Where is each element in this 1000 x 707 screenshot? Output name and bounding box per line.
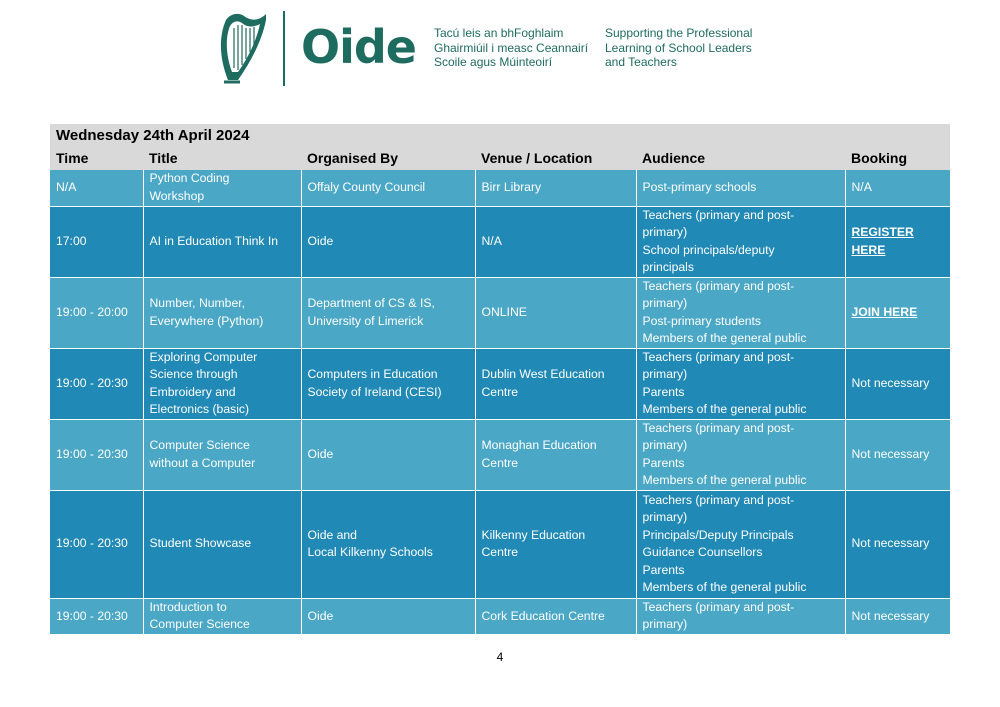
cell-line: Cork Education Centre	[481, 608, 605, 623]
title-cell	[143, 170, 301, 206]
cell-line: Oide	[307, 446, 334, 461]
booking-cell	[845, 206, 950, 277]
title-cell	[143, 598, 301, 634]
title-cell	[143, 206, 301, 277]
cell-line: Introduction to	[149, 599, 227, 614]
cell-line: Computer Science	[149, 617, 250, 632]
organiser-cell	[301, 348, 475, 419]
venue-cell	[475, 419, 636, 490]
cell-line: principals	[642, 260, 694, 274]
cell-line: primary)	[642, 296, 688, 310]
cell-line: Principals/Deputy Principals	[642, 527, 794, 542]
cell-line: Post-primary schools	[642, 180, 757, 194]
cell-line: Members of the general public	[642, 331, 807, 345]
cell-line: Electronics (basic)	[149, 402, 250, 416]
time-cell: 19:00 - 20:30	[50, 598, 143, 634]
cell-line: Centre	[481, 384, 519, 399]
cell-line: Guidance Counsellors	[642, 545, 763, 559]
organiser-cell	[301, 490, 475, 598]
brand-wordmark: Oide	[301, 20, 416, 74]
cell-line: School principals/deputy	[642, 242, 775, 257]
cell-line: Kilkenny Education	[481, 527, 586, 542]
cell-line: Members of the general public	[642, 580, 807, 594]
table-row	[50, 348, 950, 419]
tagline-english-line: Learning of School Leaders	[605, 40, 752, 55]
time-cell: 19:00 - 20:30	[50, 490, 143, 598]
cell-line: Members of the general public	[642, 473, 807, 487]
cell-line: Computers in Education	[307, 367, 438, 381]
audience-cell	[636, 419, 845, 490]
column-header: Organised By	[301, 148, 475, 170]
cell-line: Workshop	[149, 188, 205, 203]
cell-line: Dublin West Education	[481, 367, 605, 381]
cell-line: Python Coding	[149, 171, 230, 186]
column-header: Audience	[636, 148, 845, 170]
cell-line: without a Computer	[149, 455, 256, 470]
cell-line: Local Kilkenny Schools	[307, 545, 433, 559]
audience-cell	[636, 348, 845, 419]
cell-line: Teachers (primary and post-	[642, 492, 795, 507]
cell-line: Oide	[307, 608, 334, 623]
organiser-cell	[301, 170, 475, 206]
cell-line: Centre	[481, 455, 519, 470]
venue-cell	[475, 170, 636, 206]
cell-line: Teachers (primary and post-	[642, 420, 795, 435]
cell-line: primary)	[642, 438, 688, 452]
page-number: 4	[496, 650, 504, 664]
title-cell	[143, 277, 301, 348]
cell-line: Offaly County Council	[307, 180, 426, 194]
audience-cell	[636, 277, 845, 348]
table-row	[50, 277, 950, 348]
cell-line: ONLINE	[481, 304, 527, 319]
tagline-english-line: Supporting the Professional	[605, 26, 753, 40]
table-row	[50, 170, 950, 206]
cell-line: Science through	[149, 367, 238, 381]
tagline-irish	[434, 26, 588, 70]
cell-line: Parents	[642, 562, 685, 577]
cell-line: Department of CS & IS,	[307, 296, 435, 310]
cell-line: Centre	[481, 545, 519, 559]
schedule-table	[50, 124, 950, 634]
tagline-english-line: and Teachers	[605, 55, 677, 69]
audience-cell	[636, 598, 845, 634]
column-header: Time	[50, 148, 143, 170]
cell-line: Parents	[642, 455, 685, 470]
time-cell: 19:00 - 20:00	[50, 277, 143, 348]
time-cell: N/A	[50, 170, 143, 206]
cell-line: Student Showcase	[149, 536, 252, 551]
title-cell	[143, 348, 301, 419]
audience-cell	[636, 206, 845, 277]
column-header: Venue / Location	[475, 148, 636, 170]
organiser-cell	[301, 206, 475, 277]
column-header: Booking	[845, 148, 950, 170]
cell-line: N/A	[481, 233, 502, 248]
harp-icon	[216, 10, 268, 86]
tagline-english	[605, 26, 752, 70]
cell-line: Computer Science	[149, 438, 250, 452]
venue-cell	[475, 277, 636, 348]
cell-line: primary)	[642, 617, 688, 632]
column-header: Title	[143, 148, 301, 170]
cell-line: primary)	[642, 367, 688, 381]
booking-link[interactable]: REGISTER HERE	[851, 225, 914, 257]
schedule-date-title: Wednesday 24th April 2024	[50, 124, 950, 148]
cell-line: primary)	[642, 510, 688, 524]
cell-line: Oide	[307, 233, 334, 248]
venue-cell	[475, 348, 636, 419]
organiser-cell	[301, 419, 475, 490]
cell-line: Teachers (primary and post-	[642, 207, 795, 222]
audience-cell	[636, 170, 845, 206]
booking-link[interactable]: JOIN HERE	[851, 304, 918, 319]
cell-line: Embroidery and	[149, 384, 236, 399]
cell-line: Number, Number,	[149, 296, 246, 310]
cell-line: Exploring Computer	[149, 349, 258, 364]
cell-line: Members of the general public	[642, 402, 807, 416]
cell-line: Post-primary students	[642, 313, 762, 328]
cell-line: Parents	[642, 384, 685, 399]
table-row	[50, 419, 950, 490]
table-row	[50, 206, 950, 277]
time-cell: 19:00 - 20:30	[50, 419, 143, 490]
booking-cell	[845, 277, 950, 348]
cell-line: University of Limerick	[307, 313, 424, 328]
booking-cell: N/A	[845, 170, 950, 206]
title-cell	[143, 419, 301, 490]
cell-line: Teachers (primary and post-	[642, 599, 795, 614]
venue-cell	[475, 598, 636, 634]
time-cell: 19:00 - 20:30	[50, 348, 143, 419]
table-row	[50, 598, 950, 634]
cell-line: Birr Library	[481, 180, 542, 194]
cell-line: Teachers (primary and post-	[642, 278, 795, 293]
cell-line: primary)	[642, 225, 688, 239]
tagline-irish-line: Tacú leis an bhFoghlaim	[434, 26, 564, 40]
tagline-irish-line: Scoile agus Múinteoirí	[434, 55, 553, 69]
organiser-cell	[301, 277, 475, 348]
cell-line: AI in Education Think In	[149, 233, 278, 248]
time-cell: 17:00	[50, 206, 143, 277]
page-header	[0, 0, 1000, 100]
cell-line: Everywhere (Python)	[149, 313, 264, 328]
venue-cell	[475, 490, 636, 598]
title-cell	[143, 490, 301, 598]
booking-cell: Not necessary	[845, 348, 950, 419]
booking-cell: Not necessary	[845, 598, 950, 634]
organiser-cell	[301, 598, 475, 634]
logo-divider	[283, 11, 285, 86]
cell-line: Teachers (primary and post-	[642, 349, 795, 364]
cell-line: Oide and	[307, 527, 357, 542]
booking-cell: Not necessary	[845, 490, 950, 598]
cell-line: Society of Ireland (CESI)	[307, 384, 442, 399]
booking-cell: Not necessary	[845, 419, 950, 490]
table-row	[50, 490, 950, 598]
audience-cell	[636, 490, 845, 598]
venue-cell	[475, 206, 636, 277]
cell-line: Monaghan Education	[481, 438, 597, 452]
tagline-irish-line: Ghairmiúil i measc Ceannairí	[434, 40, 589, 55]
